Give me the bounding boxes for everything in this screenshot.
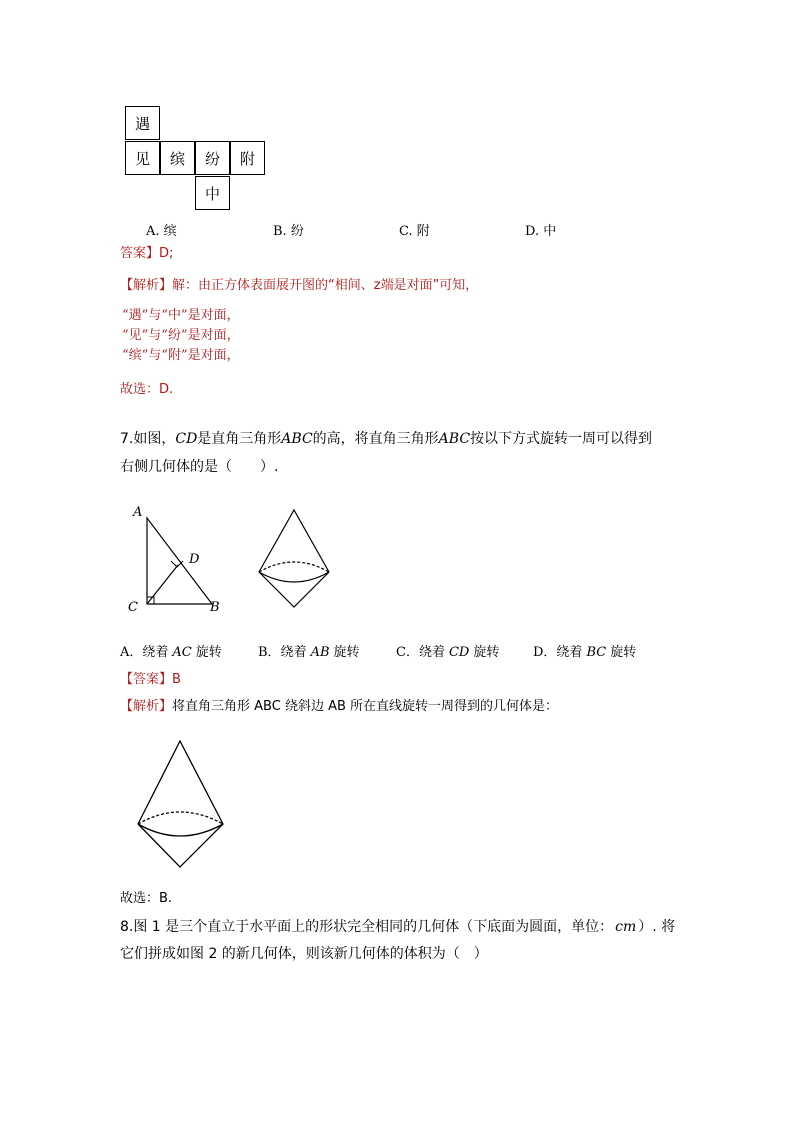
q6-option-b: B. 纷: [273, 224, 304, 239]
q7-stem-line1: 7.如图，CD是直角三角形ABC的高，将直角三角形ABC按以下方式旋转一周可以得到: [120, 431, 653, 447]
q8-stem-line2: 它们拼成如图 2 的新几何体，则该新几何体的体积为（ ）: [120, 946, 488, 962]
label-d: D: [189, 552, 200, 567]
q7-option-d: D．绕着 BC 旋转: [533, 645, 637, 660]
q6-answer: 答案】D;: [120, 246, 174, 261]
net-cell-1: 见: [125, 141, 160, 175]
net-cell-3: 纷: [195, 141, 230, 175]
double-cone-solution-figure: [134, 738, 229, 871]
net-cell-top: 遇: [125, 106, 160, 140]
q6-pair-3: “缤”与“附”是对面，: [122, 348, 240, 363]
label-a: A: [133, 505, 143, 520]
q7-conclusion: 故选：B.: [120, 891, 173, 906]
q6-option-c: C. 附: [399, 224, 430, 239]
q6-pair-2: “见”与“纷”是对面，: [122, 328, 240, 343]
net-cell-bottom: 中: [195, 176, 230, 210]
q7-option-a: A．绕着 AC 旋转: [120, 645, 222, 660]
label-c: C: [128, 600, 138, 615]
q7-answer: 【答案】B: [120, 672, 181, 687]
q6-option-a: A. 缤: [146, 224, 177, 239]
q6-option-d: D. 中: [525, 224, 557, 239]
altitude-cd: [147, 565, 178, 604]
q6-conclusion: 故选：D.: [120, 382, 174, 397]
double-cone-figure: [255, 508, 335, 610]
q7-option-b: B．绕着 AB 旋转: [258, 645, 360, 660]
label-b: B: [210, 600, 220, 615]
net-cell-4: 附: [230, 141, 265, 175]
q6-analysis: 【解析】解：由正方体表面展开图的“相间、z端是对面”可知，: [120, 278, 479, 293]
q7-option-c: C．绕着 CD 旋转: [396, 645, 500, 660]
net-cell-2: 缤: [160, 141, 195, 175]
q7-analysis: 【解析】将直角三角形 ABC 绕斜边 AB 所在直线旋转一周得到的几何体是：: [120, 699, 559, 714]
q7-stem-line2: 右侧几何体的是（ ）.: [120, 459, 279, 475]
q8-stem-line1: 8.图 1 是三个直立于水平面上的形状完全相同的几何体（下底面为圆面，单位： cm ）. 将: [120, 919, 676, 935]
q6-pair-1: “遇”与“中”是对面，: [122, 308, 240, 323]
